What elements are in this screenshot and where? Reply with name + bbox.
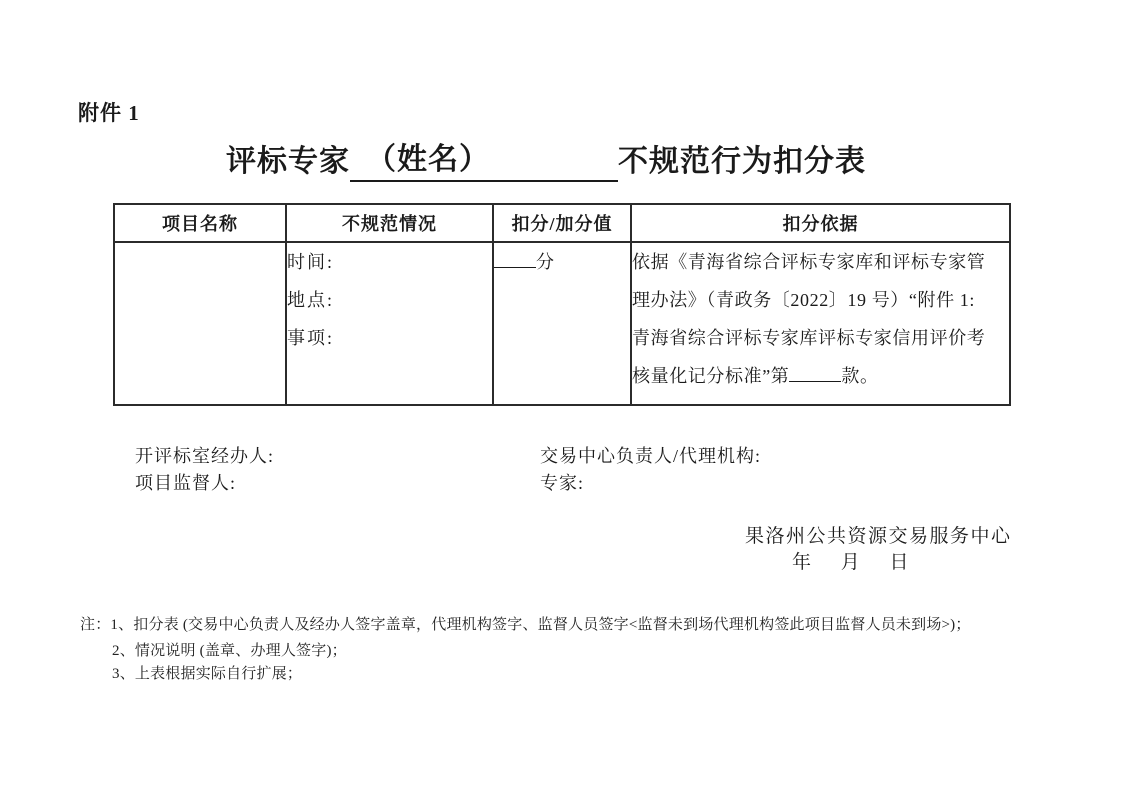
title-name-blank xyxy=(350,140,618,182)
deduction-table xyxy=(113,203,1011,406)
cell-score xyxy=(493,242,631,405)
issuer-organization: 果洛州公共资源交易服务中心 xyxy=(745,526,1012,547)
attachment-label: 附件 1 xyxy=(78,101,140,125)
notes-label: 注： xyxy=(80,617,111,633)
note-item-1 xyxy=(80,613,971,634)
title-prefix: 评标专家 xyxy=(226,145,350,178)
basis-line: 依据《青海省综合评标专家库和评标专家管 xyxy=(632,252,986,272)
score-unit: 分 xyxy=(536,252,554,272)
table-body-row xyxy=(114,242,1010,405)
score-blank-line xyxy=(494,250,536,268)
issuer-date-line: 年 月 日 xyxy=(792,552,911,573)
header-cell-situation: 不规范情况 xyxy=(286,204,493,242)
situation-line-time: 时间: xyxy=(287,252,335,272)
situation-line-item: 事项: xyxy=(287,328,335,348)
header-cell-score: 扣分/加分值 xyxy=(493,204,631,242)
table-header-row xyxy=(114,204,1010,242)
cell-basis xyxy=(631,242,1010,405)
signature-project-supervisor: 项目监督人: xyxy=(135,473,237,493)
basis-last-after: 款。 xyxy=(841,366,879,386)
basis-last-line xyxy=(632,357,1009,395)
signature-expert: 专家: xyxy=(540,473,585,493)
header-cell-project-name: 项目名称 xyxy=(114,204,286,242)
document-title xyxy=(226,140,866,182)
title-suffix: 不规范行为扣分表 xyxy=(618,145,866,178)
situation-line-place: 地点: xyxy=(287,290,335,310)
header-cell-basis: 扣分依据 xyxy=(631,204,1010,242)
basis-line: 青海省综合评标专家库评标专家信用评价考 xyxy=(632,328,986,348)
basis-last-before: 核量化记分标准”第 xyxy=(632,366,790,386)
signature-center-lead-agency: 交易中心负责人/代理机构: xyxy=(540,446,762,466)
note-text: 1、扣分表 (交易中心负责人及经办人签字盖章，代理机构签字、监督人员签字<监督未到场代理机构签此项目监督人员未到场>)； xyxy=(110,617,971,633)
cell-project-name xyxy=(114,242,286,405)
title-name-placeholder: （姓名） xyxy=(366,143,490,176)
note-item-3: 3、上表根据实际自行扩展； xyxy=(112,666,303,682)
basis-blank-line xyxy=(789,364,841,382)
signature-room-handler: 开评标室经办人: xyxy=(135,446,275,466)
cell-situation xyxy=(286,242,493,405)
basis-line: 理办法》（青政务〔2022〕19 号）“附件 1: xyxy=(632,290,975,310)
note-item-2: 2、情况说明 (盖章、办理人签字)； xyxy=(112,643,347,659)
